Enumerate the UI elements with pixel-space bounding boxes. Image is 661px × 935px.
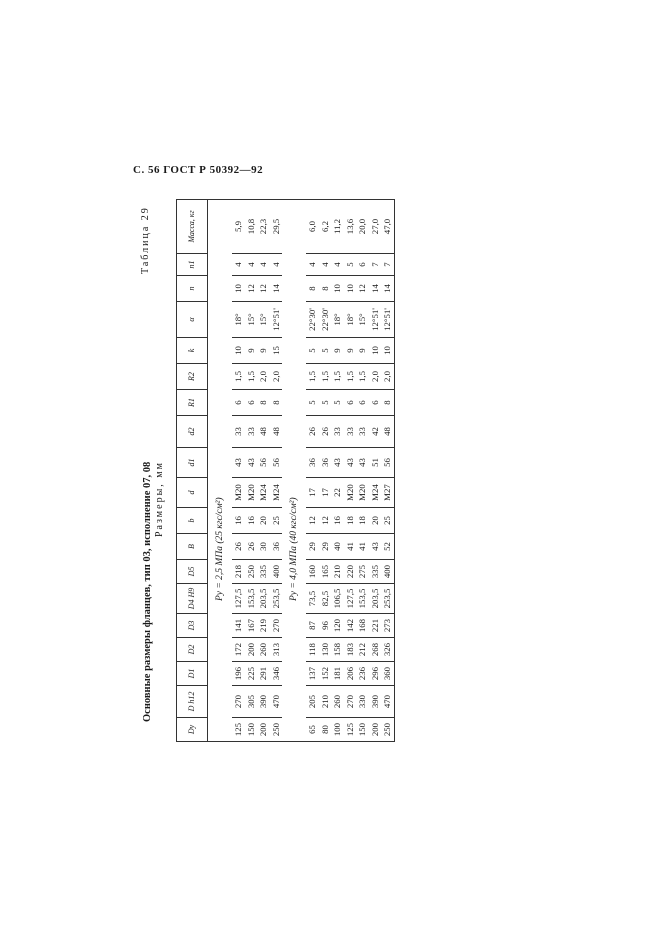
table-cell: 43 [344,448,357,478]
table-cell: 260 [257,638,270,662]
table-row [257,200,270,742]
table-cell: 296 [369,662,382,686]
table-cell: 313 [270,638,283,662]
table-cell: 6 [232,390,245,416]
table-cell: 42 [369,416,382,448]
table-cell: 20 [369,508,382,534]
table-cell: 29 [319,534,332,560]
table-cell: 118 [306,638,319,662]
table-cell: 26 [245,534,258,560]
table-label: Таблица 29 [140,206,151,274]
table-cell: 33 [344,416,357,448]
section-caption-row [282,200,306,742]
table-title: Основные размеры фланцев, тип 03, исполнение 07, 08 [142,461,153,722]
table-cell: 153,5 [356,584,369,614]
table-cell: 200 [245,638,258,662]
table-cell: 100 [331,718,344,742]
table-cell: 10 [344,276,357,302]
table-cell: 12 [319,508,332,534]
table-cell: 167 [245,614,258,638]
table-cell: 1,5 [245,364,258,390]
table-cell: 5,9 [232,200,245,254]
table-cell: 96 [319,614,332,638]
table-cell: 8 [270,390,283,416]
table-cell: 9 [344,338,357,364]
table-cell: 130 [319,638,332,662]
table-cell: 18 [344,508,357,534]
table-cell: 10 [232,338,245,364]
table-cell: М27 [381,478,394,508]
table-cell: 335 [369,560,382,584]
table-cell: 14 [270,276,283,302]
column-header: Масса, кг [177,200,208,254]
table-cell: 1,5 [344,364,357,390]
table-cell: 268 [369,638,382,662]
table-cell: 1,5 [356,364,369,390]
table-cell: 52 [381,534,394,560]
table-cell: 20 [257,508,270,534]
table-cell: 36 [306,448,319,478]
table-cell: 48 [381,416,394,448]
table-cell: М24 [369,478,382,508]
table-cell: 16 [232,508,245,534]
table-cell: 137 [306,662,319,686]
section-1-body [208,200,283,742]
table-cell: 200 [257,718,270,742]
table-cell: 9 [257,338,270,364]
table-cell: 8 [257,390,270,416]
table-cell: 11,2 [331,200,344,254]
table-cell: 127,5 [232,584,245,614]
table-cell: 152 [319,662,332,686]
units-label: Размеры, мм [154,461,165,537]
table-cell: 5 [344,254,357,276]
table-cell: 6 [356,390,369,416]
column-header: k [177,338,208,364]
table-cell: 29,5 [270,200,283,254]
table-cell: 1,5 [306,364,319,390]
table-cell: 212 [356,638,369,662]
column-header: D2 [177,638,208,662]
table-cell: 15° [356,302,369,338]
table-cell: 4 [232,254,245,276]
page-header: С. 56 ГОСТ Р 50392—92 [133,164,264,176]
table-row [245,200,258,742]
table-cell: 2,0 [257,364,270,390]
column-header: D4 H9 [177,584,208,614]
table-cell: 41 [356,534,369,560]
table-cell: 6 [344,390,357,416]
column-header: B [177,534,208,560]
table-cell: 305 [245,686,258,718]
table-cell: 16 [331,508,344,534]
table-cell: 12 [245,276,258,302]
column-header: d2 [177,416,208,448]
table-cell: 270 [270,614,283,638]
table-cell: 43 [245,448,258,478]
table-cell: 150 [245,718,258,742]
column-header: D1 [177,662,208,686]
table-cell: 4 [270,254,283,276]
table-cell: 14 [381,276,394,302]
table-cell: 210 [331,560,344,584]
table-cell: 203,5 [369,584,382,614]
table-cell: 18° [232,302,245,338]
table-cell: 1,5 [331,364,344,390]
table-cell: 1,5 [319,364,332,390]
table-row [270,200,283,742]
table-cell: 127,5 [344,584,357,614]
table-cell: 22°30' [306,302,319,338]
table-cell: 15° [245,302,258,338]
table-cell: 250 [270,718,283,742]
table-cell: 26 [319,416,332,448]
table-cell: 20,0 [356,200,369,254]
table-cell: 5 [319,338,332,364]
table-cell: 183 [344,638,357,662]
table-cell: 33 [245,416,258,448]
table-cell: 9 [245,338,258,364]
table-cell: 22 [331,478,344,508]
table-cell: 8 [319,276,332,302]
table-cell: 27,0 [369,200,382,254]
table-cell: 6 [356,254,369,276]
table-cell: 33 [356,416,369,448]
table-cell: 9 [331,338,344,364]
table-cell: 56 [257,448,270,478]
table-cell: 18° [331,302,344,338]
table-cell: 142 [344,614,357,638]
table-cell: 221 [369,614,382,638]
table-cell: 4 [257,254,270,276]
table-cell: 22°30' [319,302,332,338]
column-header: R2 [177,364,208,390]
table-cell: 26 [306,416,319,448]
column-header: D5 [177,560,208,584]
table-cell: 2,0 [369,364,382,390]
table-cell: 73,5 [306,584,319,614]
table-cell: 125 [344,718,357,742]
table-row [306,200,319,742]
table-cell: 87 [306,614,319,638]
table-cell: 253,5 [381,584,394,614]
table-cell: 270 [344,686,357,718]
table-cell: 205 [306,686,319,718]
table-cell: 168 [356,614,369,638]
table-cell: 291 [257,662,270,686]
table-cell: 6 [369,390,382,416]
table-cell: 14 [369,276,382,302]
table-row [331,200,344,742]
table-cell: 4 [319,254,332,276]
table-cell: 4 [245,254,258,276]
table-cell: 160 [306,560,319,584]
table-cell: 43 [331,448,344,478]
table-cell: 470 [270,686,283,718]
table-cell: 1,5 [232,364,245,390]
table-cell: 5 [331,390,344,416]
section-2-body [282,200,394,742]
table-cell: 6,0 [306,200,319,254]
table-cell: 12 [306,508,319,534]
table-cell: 5 [306,338,319,364]
table-cell: 220 [344,560,357,584]
column-header: d1 [177,448,208,478]
table-cell: 273 [381,614,394,638]
header-row [177,200,208,742]
table-cell: 5 [306,390,319,416]
table-cell: 33 [232,416,245,448]
table-cell: 36 [270,534,283,560]
table-cell: 225 [245,662,258,686]
table-cell: 10,8 [245,200,258,254]
table-cell: 51 [369,448,382,478]
table-cell: 5 [319,390,332,416]
table-cell: 9 [356,338,369,364]
table-cell: 181 [331,662,344,686]
table-cell: 470 [381,686,394,718]
column-header: α [177,302,208,338]
table-cell: 65 [306,718,319,742]
table-cell: 56 [381,448,394,478]
table-cell: 206 [344,662,357,686]
table-cell: 203,5 [257,584,270,614]
table-cell: 250 [245,560,258,584]
table-cell: 165 [319,560,332,584]
table-cell: М20 [344,478,357,508]
table-cell: 25 [270,508,283,534]
column-header: Dу [177,718,208,742]
table-cell: 125 [232,718,245,742]
table-cell: 82,5 [319,584,332,614]
column-header: b [177,508,208,534]
table-row [344,200,357,742]
section-caption: Pу = 2,5 МПа (25 кгс/см²) [208,200,233,742]
column-header: d [177,478,208,508]
table-cell: М20 [356,478,369,508]
table-cell: 17 [306,478,319,508]
table-cell: 4 [331,254,344,276]
table-cell: 236 [356,662,369,686]
table-row [232,200,245,742]
table-cell: 43 [232,448,245,478]
table-cell: 25 [381,508,394,534]
table-cell: 400 [270,560,283,584]
table-cell: 6 [245,390,258,416]
table-cell: 250 [381,718,394,742]
table-cell: 253,5 [270,584,283,614]
table-cell: 10 [381,338,394,364]
table-cell: 6,2 [319,200,332,254]
table-cell: 210 [319,686,332,718]
table-cell: 200 [369,718,382,742]
table-cell: 153,5 [245,584,258,614]
table-cell: 4 [306,254,319,276]
table-cell: 17 [319,478,332,508]
table-cell: 8 [381,390,394,416]
table-cell: 106,5 [331,584,344,614]
table-cell: 390 [369,686,382,718]
table-cell: 16 [245,508,258,534]
table-cell: 360 [381,662,394,686]
rotated-table-page [140,197,392,742]
table-cell: М24 [257,478,270,508]
table-cell: 18° [344,302,357,338]
table-cell: 40 [331,534,344,560]
table-cell: 29 [306,534,319,560]
column-header: D3 [177,614,208,638]
table-cell: М20 [245,478,258,508]
table-cell: 270 [232,686,245,718]
table-cell: 275 [356,560,369,584]
table-cell: 43 [369,534,382,560]
table-cell: 15° [257,302,270,338]
table-cell: 36 [319,448,332,478]
table-cell: 15 [270,338,283,364]
table-cell: 196 [232,662,245,686]
table-cell: 346 [270,662,283,686]
table-cell: 326 [381,638,394,662]
table-cell: 43 [356,448,369,478]
table-cell: 172 [232,638,245,662]
table-cell: 13,6 [344,200,357,254]
table-cell: 218 [232,560,245,584]
flange-dimensions-table [176,199,395,742]
table-cell: М24 [270,478,283,508]
section-caption-row [208,200,233,742]
table-cell: 2,0 [381,364,394,390]
table-cell: 12 [356,276,369,302]
table-row [319,200,332,742]
table-row [369,200,382,742]
table-cell: 158 [331,638,344,662]
table-cell: 10 [232,276,245,302]
table-cell: 335 [257,560,270,584]
table-cell: 47,0 [381,200,394,254]
table-cell: 22,3 [257,200,270,254]
table-cell: 141 [232,614,245,638]
table-cell: 33 [331,416,344,448]
table-cell: 10 [369,338,382,364]
table-cell: 12°51' [369,302,382,338]
table-cell: 26 [232,534,245,560]
table-cell: 260 [331,686,344,718]
table-cell: 219 [257,614,270,638]
table-cell: 41 [344,534,357,560]
table-cell: 80 [319,718,332,742]
table-cell: 56 [270,448,283,478]
table-row [356,200,369,742]
table-cell: 12 [257,276,270,302]
table-cell: 330 [356,686,369,718]
table-cell: 7 [381,254,394,276]
table-cell: 12°51' [381,302,394,338]
table-cell: 12°51' [270,302,283,338]
table-cell: 150 [356,718,369,742]
column-header: R1 [177,390,208,416]
table-cell: 18 [356,508,369,534]
section-caption: Pу = 4,0 МПа (40 кгс/см²) [282,200,306,742]
table-cell: 2,0 [270,364,283,390]
table-cell: 390 [257,686,270,718]
table-cell: 48 [257,416,270,448]
table-cell: 48 [270,416,283,448]
column-header: D h12 [177,686,208,718]
table-cell: 10 [331,276,344,302]
column-header: n1 [177,254,208,276]
table-cell: 120 [331,614,344,638]
table-cell: М20 [232,478,245,508]
table-cell: 7 [369,254,382,276]
column-header: n [177,276,208,302]
table-cell: 30 [257,534,270,560]
table-cell: 8 [306,276,319,302]
table-cell: 400 [381,560,394,584]
table-row [381,200,394,742]
